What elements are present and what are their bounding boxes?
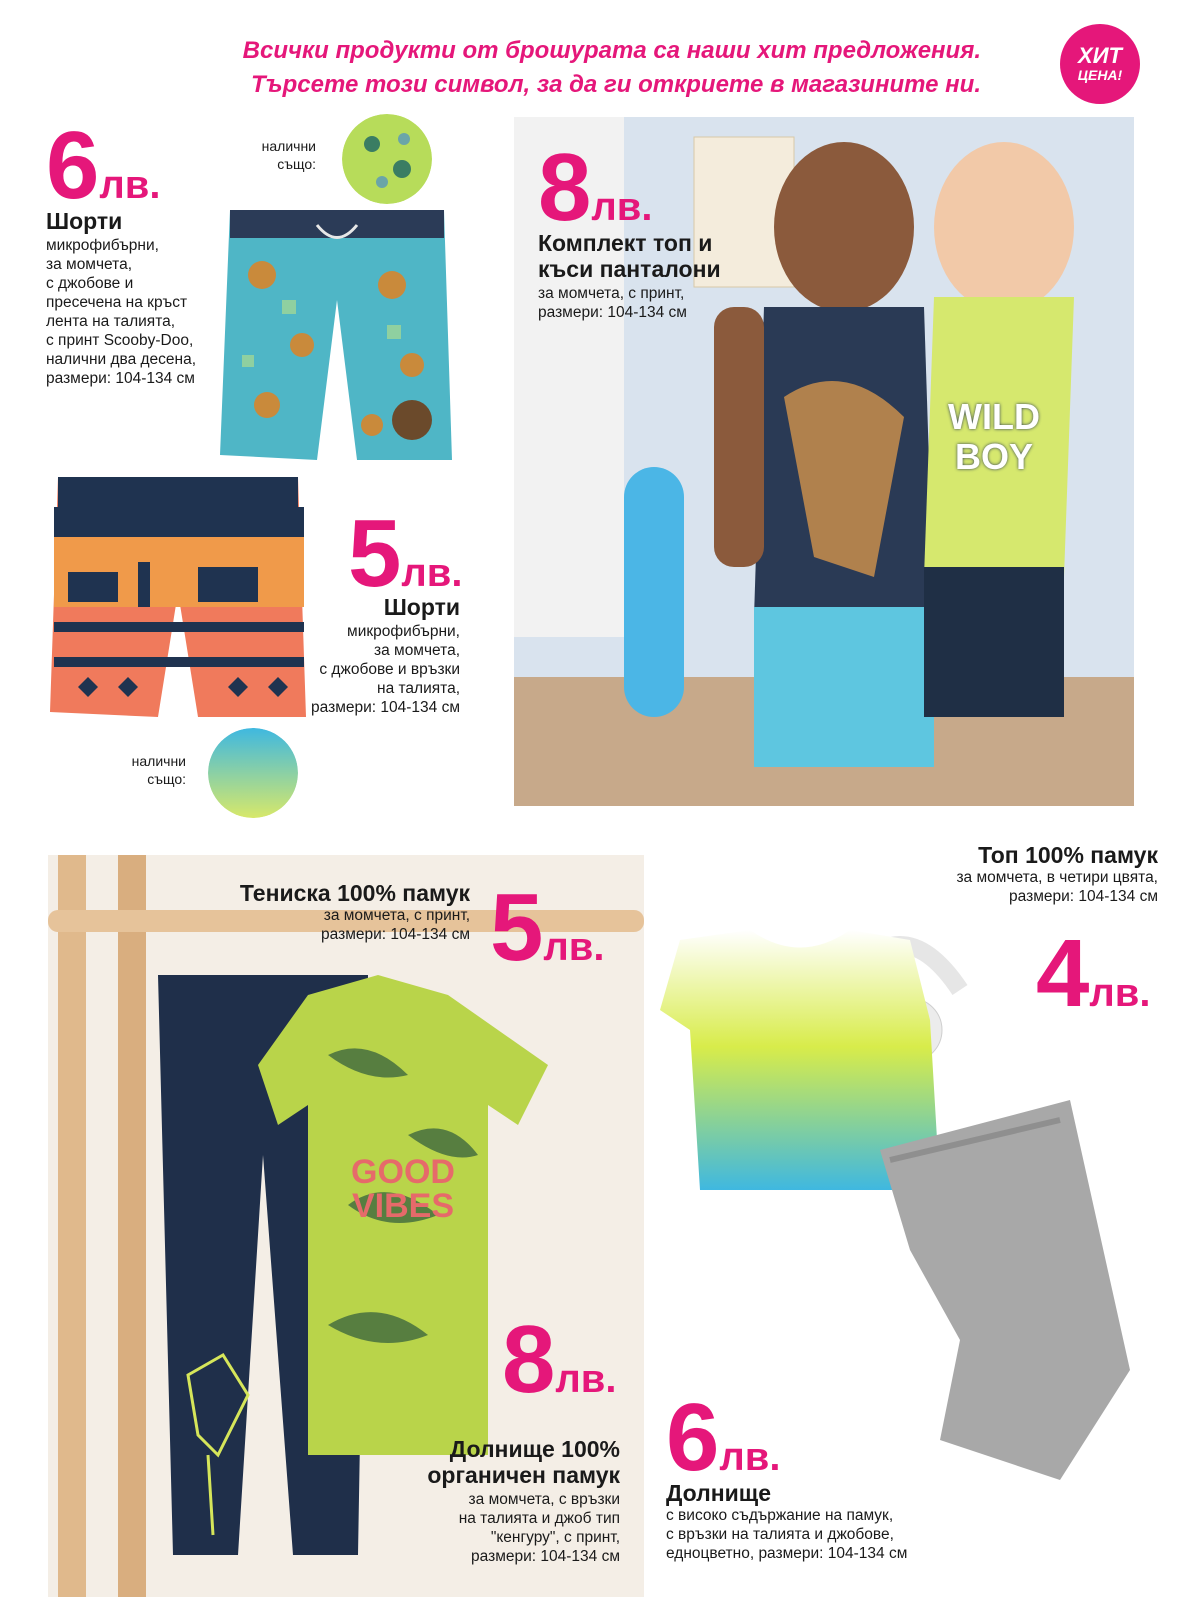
header-line-2: Търсете този символ, за да ги откриете в магазините ни. — [250, 71, 981, 98]
badge-line-2: ЦЕНА! — [1077, 67, 1123, 83]
set-title — [538, 230, 721, 282]
desc-line: едноцветно, размери: 104-134 см — [666, 1545, 908, 1562]
desc-line: с джобове и връзки — [319, 661, 460, 678]
pants-organic-desc — [400, 1490, 620, 1566]
desc-line: размери: 104-134 см — [321, 926, 470, 943]
pants-title: Долнище — [666, 1480, 771, 1506]
desc-line: за момчета, — [374, 642, 460, 659]
set-desc — [538, 284, 687, 322]
desc-line: с джобове и — [46, 275, 134, 292]
title-line: Долнище 100% — [449, 1436, 620, 1462]
tshirt-price — [490, 874, 605, 981]
shorts2-title: Шорти — [383, 594, 460, 620]
shorts2-alt-swatch-image — [208, 728, 298, 818]
title-line: органичен памук — [427, 1462, 620, 1488]
desc-line: размери: 104-134 см — [1009, 888, 1158, 905]
note-line: също: — [147, 771, 186, 787]
desc-line: с връзки на талията и джобове, — [666, 1526, 894, 1543]
tee-print-text: GOOD VIBES — [351, 1153, 455, 1225]
desc-line: микрофибърни, — [347, 623, 460, 640]
note-line: налични — [261, 138, 316, 154]
title-line: Комплект топ и — [538, 230, 713, 256]
header-line-1: Всички продукти от брошурата са наши хит предложения. — [242, 37, 981, 64]
shorts1-price — [46, 112, 161, 219]
set-price — [538, 134, 653, 241]
shorts2-also-available — [106, 752, 186, 788]
shorts1-image — [212, 205, 462, 465]
desc-line: за момчета, с принт, — [538, 285, 685, 302]
pants-price — [666, 1384, 781, 1491]
price-number: 6 — [666, 1384, 718, 1491]
desc-line: на талията, — [377, 680, 460, 697]
price-currency: лв. — [99, 163, 161, 207]
pants-organic-price — [502, 1306, 617, 1413]
shorts2-desc — [280, 622, 460, 717]
hit-price-badge — [1060, 24, 1140, 104]
top-desc — [858, 868, 1158, 906]
shirt-print-text: WILD BOY — [948, 396, 1040, 477]
desc-line: "кенгуру", с принт, — [490, 1529, 620, 1546]
desc-line: пресечена на кръст — [46, 294, 188, 311]
price-currency: лв. — [1089, 971, 1151, 1015]
desc-line: размери: 104-134 см — [311, 699, 460, 716]
note-line: също: — [277, 156, 316, 172]
desc-line: размери: 104-134 см — [538, 304, 687, 321]
top-title: Топ 100% памук — [978, 842, 1158, 868]
desc-line: за момчета, с връзки — [468, 1491, 620, 1508]
price-currency: лв. — [719, 1435, 781, 1479]
desc-line: на талията и джоб тип — [458, 1510, 620, 1527]
price-number: 5 — [348, 500, 400, 607]
desc-line: с високо съдържание на памук, — [666, 1507, 894, 1524]
shorts2-image — [48, 472, 308, 722]
pants-organic-title — [380, 1436, 620, 1488]
price-currency: лв. — [555, 1357, 617, 1401]
desc-line: налични два десена, — [46, 351, 197, 368]
desc-line: лента на талията, — [46, 313, 176, 330]
desc-line: микрофибърни, — [46, 237, 159, 254]
price-currency: лв. — [401, 551, 463, 595]
price-number: 4 — [1036, 920, 1088, 1027]
desc-line: с принт Scooby-Doo, — [46, 332, 194, 349]
tshirt-title: Тениска 100% памук — [239, 880, 470, 906]
price-currency: лв. — [591, 185, 653, 229]
price-number: 5 — [490, 874, 542, 981]
price-number: 8 — [538, 134, 590, 241]
price-number: 8 — [502, 1306, 554, 1413]
pants-desc — [666, 1506, 907, 1563]
shorts1-desc — [46, 236, 196, 388]
price-currency: лв. — [543, 925, 605, 969]
tshirt-desc — [250, 906, 470, 944]
shorts1-also-available — [236, 137, 316, 173]
desc-line: за момчета, — [46, 256, 132, 273]
desc-line: размери: 104-134 см — [471, 1548, 620, 1565]
note-line: налични — [131, 753, 186, 769]
desc-line: за момчета, в четири цвята, — [956, 869, 1158, 886]
shorts1-alt-swatch-image — [342, 114, 432, 204]
price-number: 6 — [46, 112, 98, 219]
shorts1-title: Шорти — [46, 208, 123, 234]
badge-line-1: ХИТ — [1078, 43, 1122, 68]
header-text — [243, 34, 981, 102]
title-line: къси панталони — [538, 256, 721, 282]
desc-line: размери: 104-134 см — [46, 370, 195, 387]
desc-line: за момчета, с принт, — [323, 907, 470, 924]
